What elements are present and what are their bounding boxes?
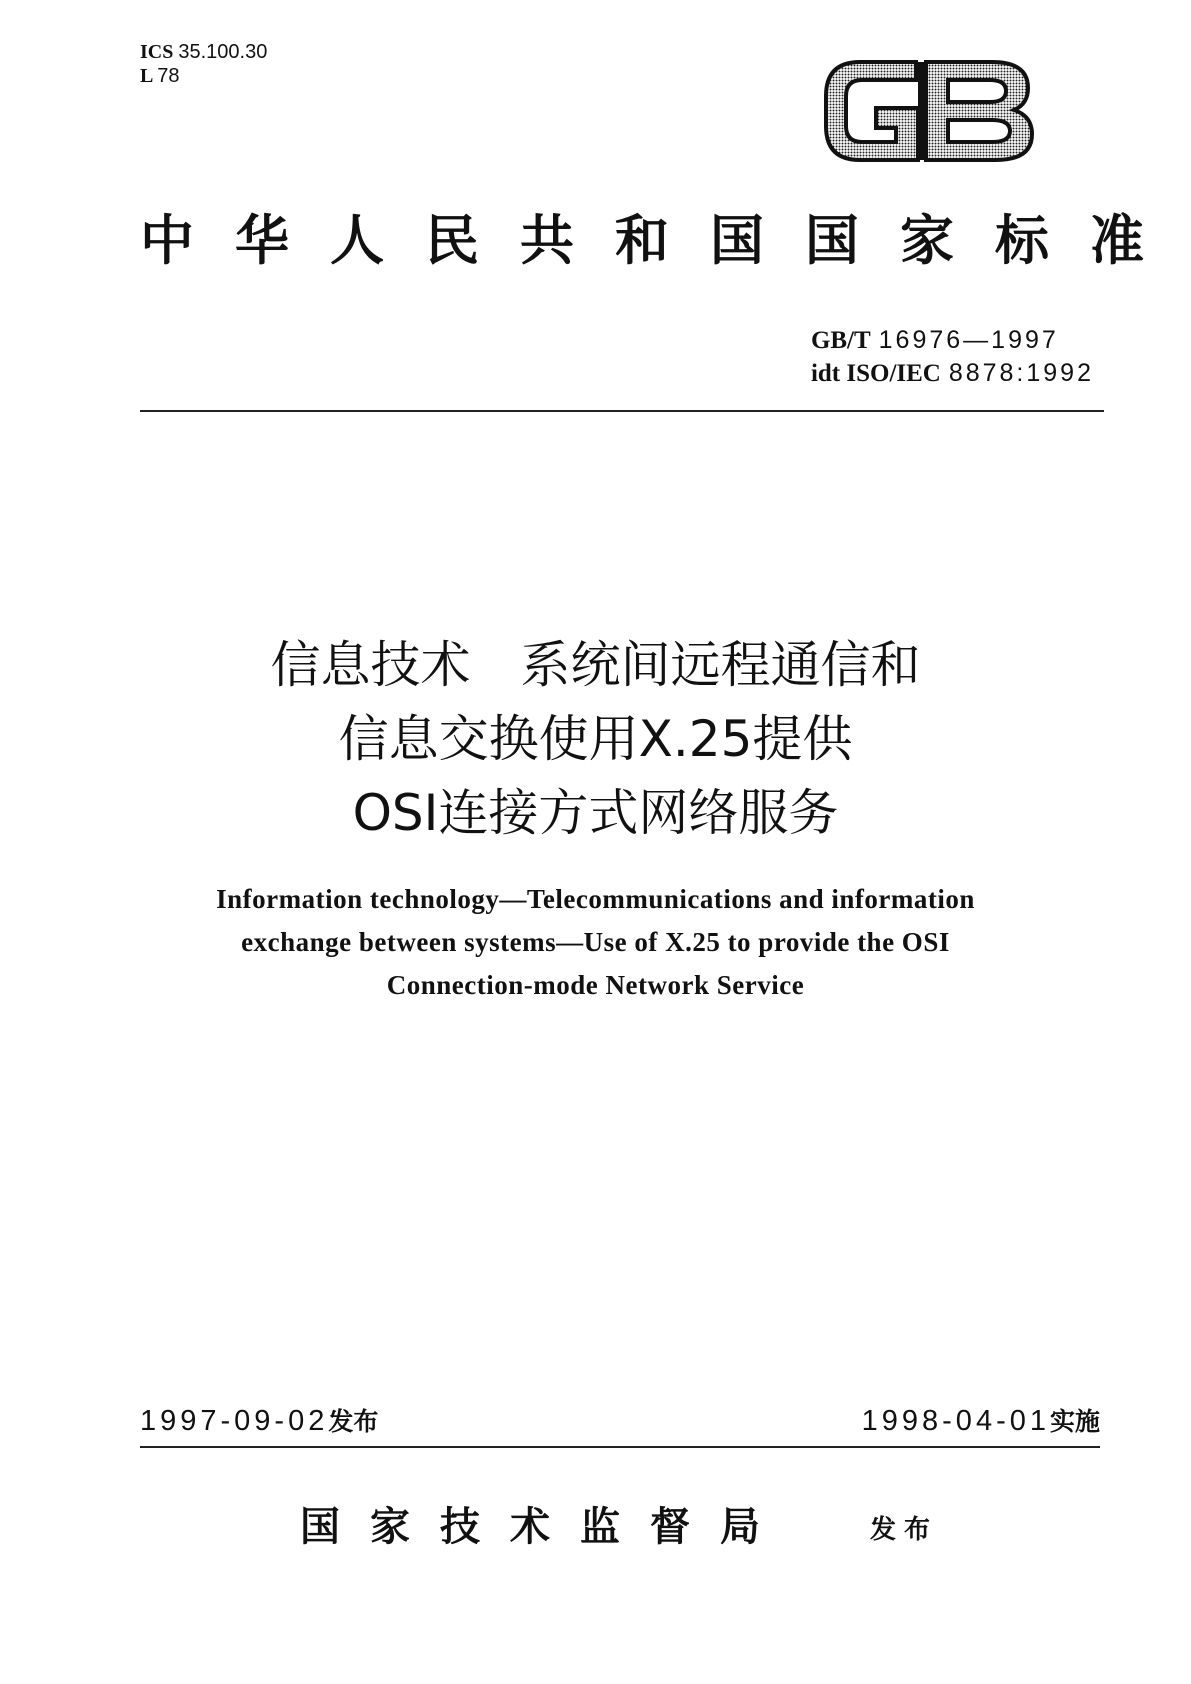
ccs-code-line [140,64,267,88]
english-title-line-1: Information technology—Telecommunications and information [216,884,975,914]
adoption-line [811,357,1094,390]
gb-logo [820,52,1038,170]
implementation-date-label: 实施 [1049,1407,1100,1436]
issue-date-label: 发布 [328,1407,379,1436]
standard-numbers [811,324,1094,390]
classification-codes [140,40,267,88]
issuing-action: 发布 [870,1515,939,1545]
ics-code-line [140,40,267,64]
ccs-value: 78 [157,65,180,87]
english-title-line-3: Connection-mode Network Service [386,970,805,1000]
implementation-date [862,1404,1100,1439]
adoption-label: idt ISO/IEC [810,360,941,387]
issue-date-value: 1997-09-02 [140,1405,329,1437]
english-title-line-2: exchange between systems—Use of X.25 to provide the OSI [241,927,950,957]
adoption-value: 8878:1992 [948,359,1094,387]
english-title [0,878,1191,1007]
chinese-title-line-2: 信息交换使用X.25提供 [338,710,853,768]
chinese-title-line-3: OSI连接方式网络服务 [352,784,839,842]
national-standard-title: 中华人民共和国国家标准 [140,208,1185,272]
chinese-title [0,628,1191,850]
standard-number-value: 16976—1997 [878,326,1059,354]
issue-date [140,1404,378,1439]
standard-number-line [811,324,1094,357]
chinese-title-line-1: 信息技术 系统间远程通信和 [270,636,921,694]
implementation-date-value: 1998-04-01 [861,1405,1050,1437]
ics-value: 35.100.30 [178,41,268,63]
ccs-label: L [140,65,153,87]
ics-label: ICS [140,41,174,63]
standard-number-label: GB/T [810,327,871,354]
footer-divider [140,1446,1100,1448]
issuing-authority: 国家技术监督局 [300,1503,790,1550]
header-divider [140,410,1104,412]
